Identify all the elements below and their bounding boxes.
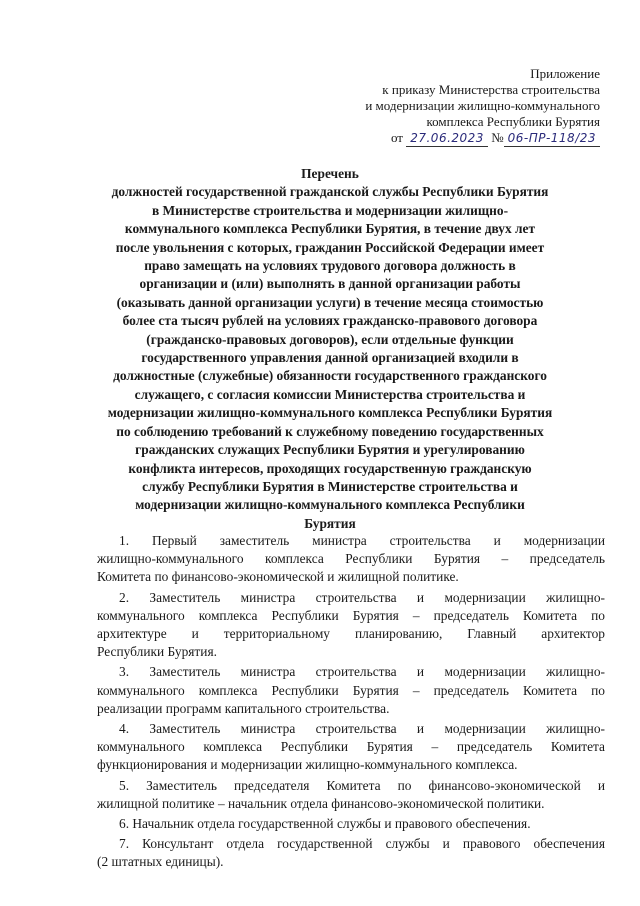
item-line: коммунального комплекса Республики Бурятия – председатель Комитета — [97, 739, 605, 755]
item-line: 2. Заместитель министра строительства и модернизации жилищно- — [119, 589, 605, 605]
item-line: реализации программ капитального строительства. — [97, 700, 390, 716]
document-title — [92, 165, 568, 533]
order-number-label: № — [491, 130, 504, 145]
title-line: организации и (или) выполнять в данной организации работы — [139, 276, 521, 292]
appendix-header — [310, 66, 600, 147]
item-line: Комитета по финансово-экономической и жилищной политике. — [97, 569, 459, 585]
item-line: жилищной политике – начальник отдела финансово-экономической политики. — [97, 795, 545, 811]
title-line: конфликта интересов, проходящих государственную гражданскую — [128, 460, 532, 476]
list-item — [97, 720, 605, 775]
order-from-label: от — [390, 130, 403, 145]
order-date: 27.06.2023 — [406, 130, 488, 147]
title-line: должностей государственной гражданской службы Республики Бурятия — [111, 184, 549, 200]
item-line: 5. Заместитель председателя Комитета по финансово-экономической и — [119, 777, 605, 793]
appendix-line: Приложение — [530, 66, 600, 81]
positions-list — [97, 532, 605, 874]
title-line: после увольнения с которых, гражданин Российской Федерации имеет — [115, 239, 545, 255]
item-line: коммунального комплекса Республики Бурятия – председатель Комитета по — [97, 682, 605, 698]
appendix-line: к приказу Министерства строительства — [382, 82, 600, 97]
appendix-line: комплекса Республики Бурятия — [426, 114, 600, 129]
item-line: (2 штатных единицы). — [97, 854, 224, 870]
title-line: право замещать на условиях трудового договора должность в — [144, 258, 516, 274]
title-line: в Министерстве строительства и модернизации жилищно- — [151, 202, 509, 218]
title-line: модернизации жилищно-коммунального комплекса Республики — [135, 497, 525, 513]
appendix-line: и модернизации жилищно-коммунального — [365, 98, 600, 113]
title-line: (оказывать данной организации услуги) в течение месяца стоимостью — [116, 294, 544, 310]
title-line: Бурятия — [304, 515, 356, 531]
list-item — [97, 589, 605, 662]
order-reference — [310, 130, 600, 147]
item-line: Республики Бурятия. — [97, 644, 217, 660]
title-line: модернизации жилищно-коммунального комплекса Республики Бурятия — [107, 405, 553, 421]
title-line: должностные (служебные) обязанности государственного гражданского — [113, 368, 547, 384]
list-item — [97, 835, 605, 871]
list-item — [97, 532, 605, 587]
item-line: 1. Первый заместитель министра строительства и модернизации — [119, 533, 605, 548]
title-line: гражданских служащих Республики Бурятия и урегулированию — [135, 442, 525, 458]
title-heading: Перечень — [301, 166, 359, 181]
item-line: архитектуре и территориальному планированию, Главный архитектор — [97, 626, 605, 642]
title-line: службу Республики Бурятия в Министерстве строительства и — [142, 478, 518, 494]
item-line: функционирования и модернизации жилищно-коммунального комплекса. — [97, 757, 518, 773]
item-line: коммунального комплекса Республики Бурятия – председатель Комитета по — [97, 607, 605, 623]
title-line: более ста тысяч рублей на условиях гражданско-правового договора — [122, 313, 538, 329]
title-line: служащего, с согласия комиссии Министерства строительства и — [134, 386, 526, 402]
title-line: (гражданско-правовых договоров), если отдельные функции — [146, 331, 514, 347]
list-item — [97, 663, 605, 718]
item-line: 7. Консультант отдела государственной службы и правового обеспечения — [119, 836, 605, 852]
item-line: жилищно-коммунального комплекса Республики Бурятия – председатель — [97, 551, 605, 567]
list-item — [97, 777, 605, 813]
list-item — [97, 815, 605, 833]
title-line: государственного управления данной организацией входили в — [141, 350, 519, 366]
order-number: 06-ПР-118/23 — [504, 130, 600, 147]
item-line: 3. Заместитель министра строительства и модернизации жилищно- — [119, 664, 605, 680]
title-line: по соблюдению требований к служебному поведению государственных — [116, 423, 544, 439]
title-line: коммунального комплекса Республики Бурятия, в течение двух лет — [124, 221, 536, 237]
item-line: 4. Заместитель министра строительства и модернизации жилищно- — [119, 721, 605, 737]
item-line: 6. Начальник отдела государственной службы и правового обеспечения. — [119, 816, 531, 832]
